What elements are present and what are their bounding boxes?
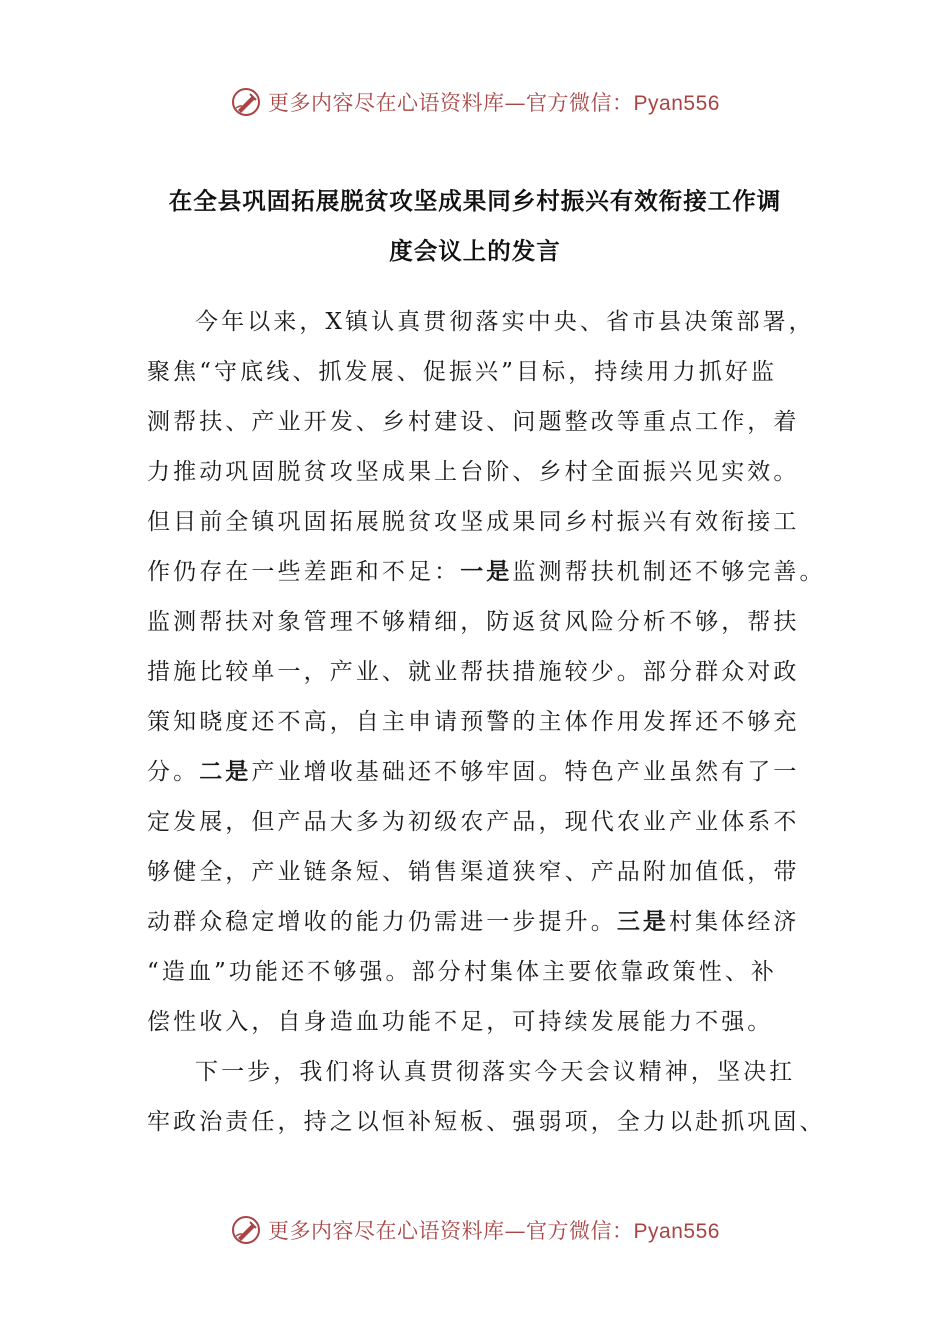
emphasis-third: 三是 (616, 909, 670, 935)
body-line: 牢政治责任，持之以恒补短板、强弱项，全力以赴抓巩固、 (147, 1109, 826, 1135)
body-line: 测帮扶、产业开发、乡村建设、问题整改等重点工作，着 (147, 409, 800, 435)
body-line: 下一步，我们将认真贯彻落实今天会议精神，坚决扛 (195, 1059, 796, 1085)
watermark-banner-top (0, 82, 950, 122)
pen-logo-icon (230, 86, 262, 118)
watermark-text: 更多内容尽在心语资料库—官方微信：Pyan556 (268, 91, 720, 115)
emphasis-first: 一是 (460, 559, 513, 585)
body-line: 定发展，但产品大多为初级农产品，现代农业产业体系不 (147, 809, 800, 835)
body-line: 力推动巩固脱贫攻坚成果上台阶、乡村全面振兴见实效。 (147, 459, 800, 485)
watermark-wechat-id: Pyan556 (633, 1220, 720, 1243)
watermark-wechat-id: Pyan556 (633, 92, 720, 115)
body-line: 但目前全镇巩固拓展脱贫攻坚成果同乡村振兴有效衔接工 (147, 509, 800, 535)
emphasis-second: 二是 (199, 759, 252, 785)
body-line: 监测帮扶对象管理不够精细，防返贫风险分析不够，帮扶 (147, 609, 800, 635)
body-line: 分。二是产业增收基础还不够牢固。特色产业虽然有了一 (147, 759, 800, 785)
body-line: “造血”功能还不够强。部分村集体主要依靠政策性、补 (147, 959, 778, 985)
watermark-banner-bottom (0, 1210, 950, 1250)
title-line-1: 在全县巩固拓展脱贫攻坚成果同乡村振兴有效衔接工作调 (168, 187, 782, 215)
body-line: 聚焦“守底线、抓发展、促振兴”目标，持续用力抓好监 (147, 359, 778, 385)
body-line: 今年以来，X镇认真贯彻落实中央、省市县决策部署， (195, 309, 815, 335)
body-line: 作仍存在一些差距和不足：一是监测帮扶机制还不够完善。 (147, 559, 826, 585)
body-line: 策知晓度还不高，自主申请预警的主体作用发挥还不够充 (147, 709, 800, 735)
document-body (147, 297, 826, 1147)
body-line: 动群众稳定增收的能力仍需进一步提升。三是村集体经济 (147, 909, 800, 935)
watermark-text: 更多内容尽在心语资料库—官方微信：Pyan556 (268, 1219, 720, 1243)
body-line: 够健全，产业链条短、销售渠道狭窄、产品附加值低，带 (147, 859, 800, 885)
title-line-2: 度会议上的发言 (389, 237, 561, 265)
pen-logo-icon (230, 1214, 262, 1246)
document-title (150, 176, 800, 276)
body-line: 措施比较单一，产业、就业帮扶措施较少。部分群众对政 (147, 659, 800, 685)
body-line: 偿性收入，自身造血功能不足，可持续发展能力不强。 (147, 1009, 774, 1035)
